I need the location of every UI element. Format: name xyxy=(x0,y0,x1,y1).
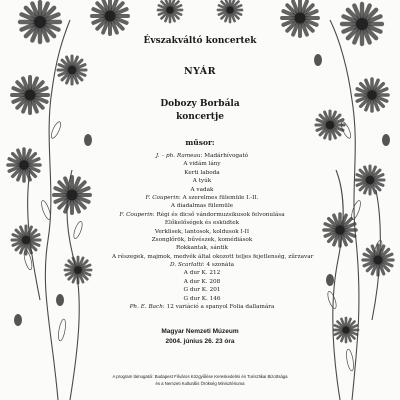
program-item xyxy=(112,219,292,227)
cornflower-blossom xyxy=(54,177,90,213)
leaf xyxy=(57,319,67,342)
event-date: 2004. június 26. 23 óra xyxy=(165,338,235,345)
program-item-title: G dur K. 146 xyxy=(183,295,221,302)
program-item-title: 4 szonáta xyxy=(206,262,234,269)
program-item xyxy=(112,160,292,168)
cornflower-blossom xyxy=(92,0,128,34)
program-item-title: A dur K. 208 xyxy=(183,278,221,285)
program-item-title: Madárhívogató xyxy=(204,153,249,159)
program-item-title: 12 variáció a spanyol Folia dallamára xyxy=(166,304,275,311)
cornflower-blossom xyxy=(342,4,382,44)
program-item xyxy=(112,286,292,294)
series-title: Évszakváltó koncertek xyxy=(143,36,257,46)
program-item-separator: : xyxy=(178,194,183,201)
program-item-composer: Ph. E. Bach xyxy=(129,304,163,311)
cornflower-blossom xyxy=(8,149,40,181)
program-item-title: Rokkantak, sántik xyxy=(176,245,228,252)
program-item xyxy=(112,211,292,219)
cornflower-blossom xyxy=(158,0,182,22)
program-item-title: Régi és dicső vándormuzsikusok felvonulása xyxy=(156,211,285,218)
performer-name: Dobozy Borbála xyxy=(160,99,240,109)
program-item-composer: J. – ph. Rameau xyxy=(155,153,201,159)
program-item-title: A dur K. 212 xyxy=(183,270,221,277)
flower-bud xyxy=(382,134,390,146)
program-item xyxy=(112,261,292,269)
program-item-title: A vadak xyxy=(190,186,214,193)
cornflower-blossom xyxy=(218,0,242,22)
program-item-separator: : xyxy=(202,262,207,269)
program-item-title: A tyúk xyxy=(192,178,212,185)
program-item xyxy=(112,303,292,311)
program-item xyxy=(112,177,292,185)
cornflower-blossom xyxy=(58,56,86,84)
concert-subtitle: koncertje xyxy=(176,112,224,122)
program-list xyxy=(112,152,314,311)
cornflower-blossom xyxy=(12,226,40,254)
leaf xyxy=(72,221,84,240)
flower-bud xyxy=(14,314,22,326)
cornflower-blossom xyxy=(356,79,388,111)
program-item xyxy=(112,186,292,194)
program-item xyxy=(112,228,292,236)
program-item-separator: : xyxy=(162,304,167,311)
program-heading: műsor: xyxy=(185,138,215,147)
flower-stem xyxy=(333,170,343,400)
program-item-separator: : xyxy=(152,211,157,218)
cornflower-blossom xyxy=(334,318,358,342)
program-item-title: G dur K. 201 xyxy=(183,287,221,294)
flower-bud xyxy=(326,274,334,286)
flower-bud xyxy=(84,134,92,146)
cornflower-blossom xyxy=(356,166,384,194)
program-item-title: A diadalmas fülemüle xyxy=(170,203,234,210)
cornflower-blossom xyxy=(324,214,356,246)
sponsors-line-2: és a Nemzeti Kulturális Örökség Minisztériuma xyxy=(155,381,245,386)
flower-stem xyxy=(330,20,359,400)
program-item xyxy=(112,236,292,244)
leaf xyxy=(345,349,355,372)
program-item xyxy=(112,194,292,202)
leaf xyxy=(49,121,62,140)
program-item xyxy=(112,152,292,160)
program-item xyxy=(112,269,292,277)
program-item-composer: F. Couperin xyxy=(145,194,179,201)
venue: Magyar Nemzeti Múzeum xyxy=(161,328,239,335)
program-item xyxy=(112,278,292,286)
cornflower-blossom xyxy=(363,245,393,275)
program-item-title: Zsonglőrök, bűvészek, komédiások xyxy=(151,236,253,243)
flower-bud xyxy=(56,294,64,306)
cornflower-blossom xyxy=(282,0,318,36)
program-item-title: Előkelőségek és esküdtek xyxy=(164,220,240,227)
program-item-title: Kerti laboda xyxy=(184,169,220,176)
sponsors-line-1: A program támogatói: Budapest Főváros Közgyűlése Kereskedelmi és Turisztikai Bizottsága xyxy=(112,374,288,379)
program-item-composer: F. Couperin xyxy=(119,211,153,218)
program-item xyxy=(112,253,314,261)
program-item xyxy=(112,202,292,210)
program-item-composer: D. Scarlatti xyxy=(170,262,203,269)
program-item xyxy=(112,169,292,177)
program-item-separator: : xyxy=(200,153,205,159)
flower-bud xyxy=(314,54,322,66)
program-item-title: A vidám lány xyxy=(183,161,221,168)
program-item-title: A szerelmes fülemüle I.-II. xyxy=(182,194,259,201)
program-item xyxy=(112,244,292,252)
program-item-title: A részegek, majmok, medvék által okozott teljes fejetlenség, zűrzavar xyxy=(112,253,314,260)
cornflower-blossom xyxy=(12,77,48,113)
program-item-title: Verklisek, lantosok, koldusok I-II xyxy=(154,228,250,235)
leaf xyxy=(326,291,338,310)
cornflower-blossom xyxy=(316,111,344,139)
season-title: NYÁR xyxy=(183,66,217,77)
program-item xyxy=(112,295,292,303)
cornflower-blossom xyxy=(20,2,60,42)
cornflower-blossom xyxy=(65,257,91,283)
